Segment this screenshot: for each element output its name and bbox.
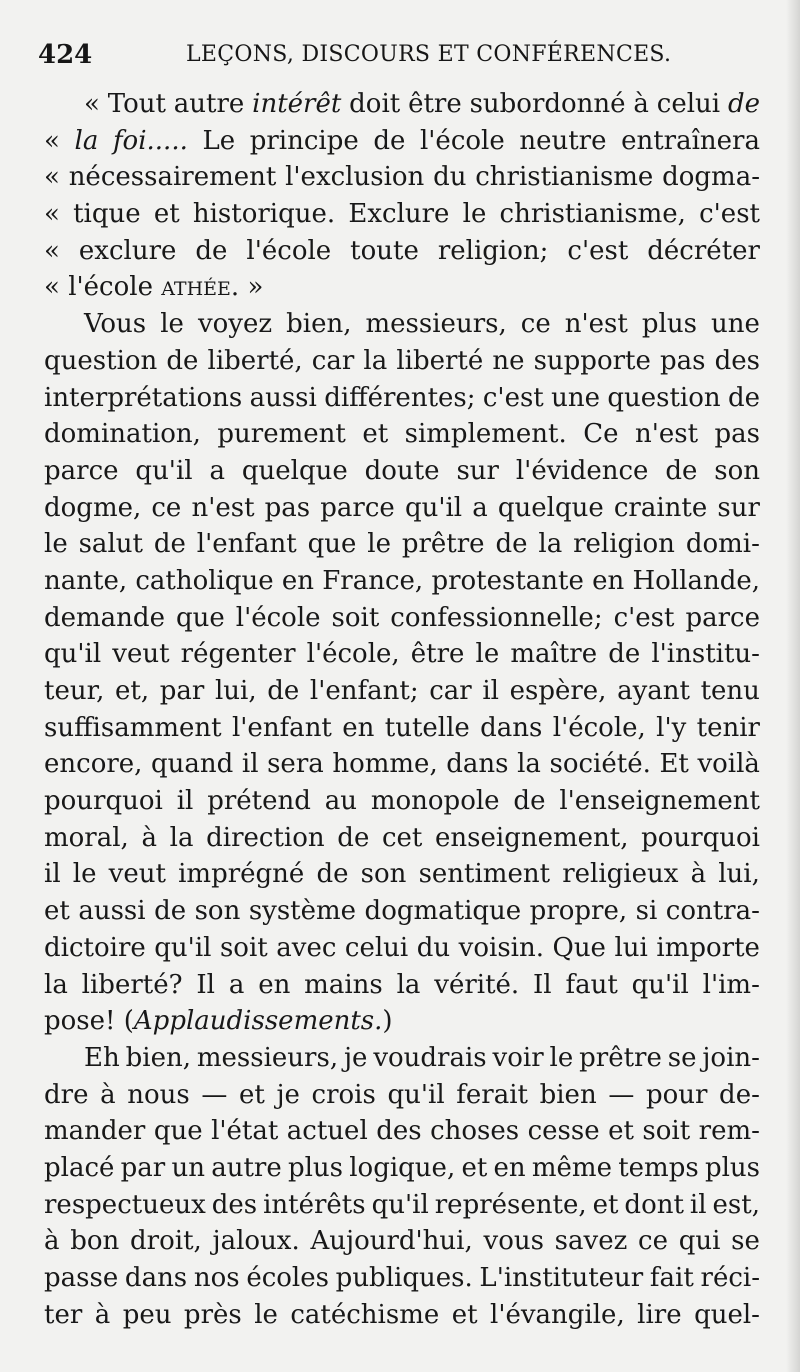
text-line: qu'il veut régenter l'école, être le maître de l'institu- (44, 639, 760, 670)
page-number: 424 (38, 40, 93, 70)
text-line: ter à peu près le catéchisme et l'évangile, lire quel- (44, 1299, 760, 1330)
text-line: moral, à la direction de cet enseignement, pourquoi (44, 822, 760, 853)
text-line: « nécessairement l'exclusion du christianisme dogma- (44, 162, 760, 193)
text-line: « tique et historique. Exclure le christianisme, c'est (44, 199, 760, 230)
text-line: « Tout autre intérêt doit être subordonné à celui de (84, 89, 760, 119)
text-line: interprétations aussi différentes; c'est une question de (44, 382, 760, 413)
text-line: pose! (Applaudissements.) (44, 1006, 393, 1037)
text-line: Eh bien, messieurs, je voudrais voir le prêtre se join- (84, 1042, 760, 1073)
text-line: passe dans nos écoles publiques. L'instituteur fait réci- (44, 1263, 760, 1293)
text-line: mander que l'état actuel des choses cesse et soit rem- (44, 1116, 760, 1147)
text-line: pourquoi il prétend au monopole de l'enseignement (44, 786, 760, 817)
text-line: respectueux des intérêts qu'il représente, et dont il est, (44, 1189, 760, 1220)
text-line: « exclure de l'école toute religion; c'est décréter (44, 235, 760, 266)
text-line: le salut de l'enfant que le prêtre de la religion domi- (44, 529, 760, 560)
text-line: parce qu'il a quelque doute sur l'évidence de son (44, 455, 760, 486)
text-line: Vous le voyez bien, messieurs, ce n'est plus une (84, 309, 760, 340)
text-line: et aussi de son système dogmatique propre, si contra- (44, 896, 760, 927)
text-line: « la foi..... Le principe de l'école neutre entraînera (44, 125, 760, 156)
running-title: LEÇONS, DISCOURS ET CONFÉRENCES. (186, 42, 672, 67)
text-line: dictoire qu'il soit avec celui du voisin. Que lui importe (44, 932, 760, 963)
text-line: teur, et, par lui, de l'enfant; car il espère, ayant tenu (44, 676, 760, 706)
text-line: question de liberté, car la liberté ne supporte pas des (44, 345, 760, 376)
text-line: demande que l'école soit confessionnelle; c'est parce (44, 602, 760, 633)
text-line: à bon droit, jaloux. Aujourd'hui, vous savez ce qui se (44, 1226, 760, 1257)
text-line: la liberté? Il a en mains la vérité. Il faut qu'il l'im- (44, 969, 760, 1000)
text-line: il le veut imprégné de son sentiment religieux à lui, (44, 859, 760, 890)
text-line: domination, purement et simplement. Ce n'est pas (44, 419, 760, 450)
text-line: suffisamment l'enfant en tutelle dans l'école, l'y tenir (44, 712, 760, 743)
page-edge-shadow (786, 0, 800, 1372)
text-line: dogme, ce n'est pas parce qu'il a quelque crainte sur (44, 492, 760, 523)
text-line: « l'école ATHÉE. » (44, 272, 264, 303)
text-line: nante, catholique en France, protestante en Hollande, (44, 565, 760, 596)
body-text (44, 86, 760, 1333)
text-line: dre à nous — et je crois qu'il ferait bien — pour de- (44, 1079, 760, 1110)
page-header (38, 40, 758, 80)
text-line: placé par un autre plus logique, et en même temps plus (44, 1152, 760, 1183)
text-line: encore, quand il sera homme, dans la société. Et voilà (44, 749, 760, 780)
